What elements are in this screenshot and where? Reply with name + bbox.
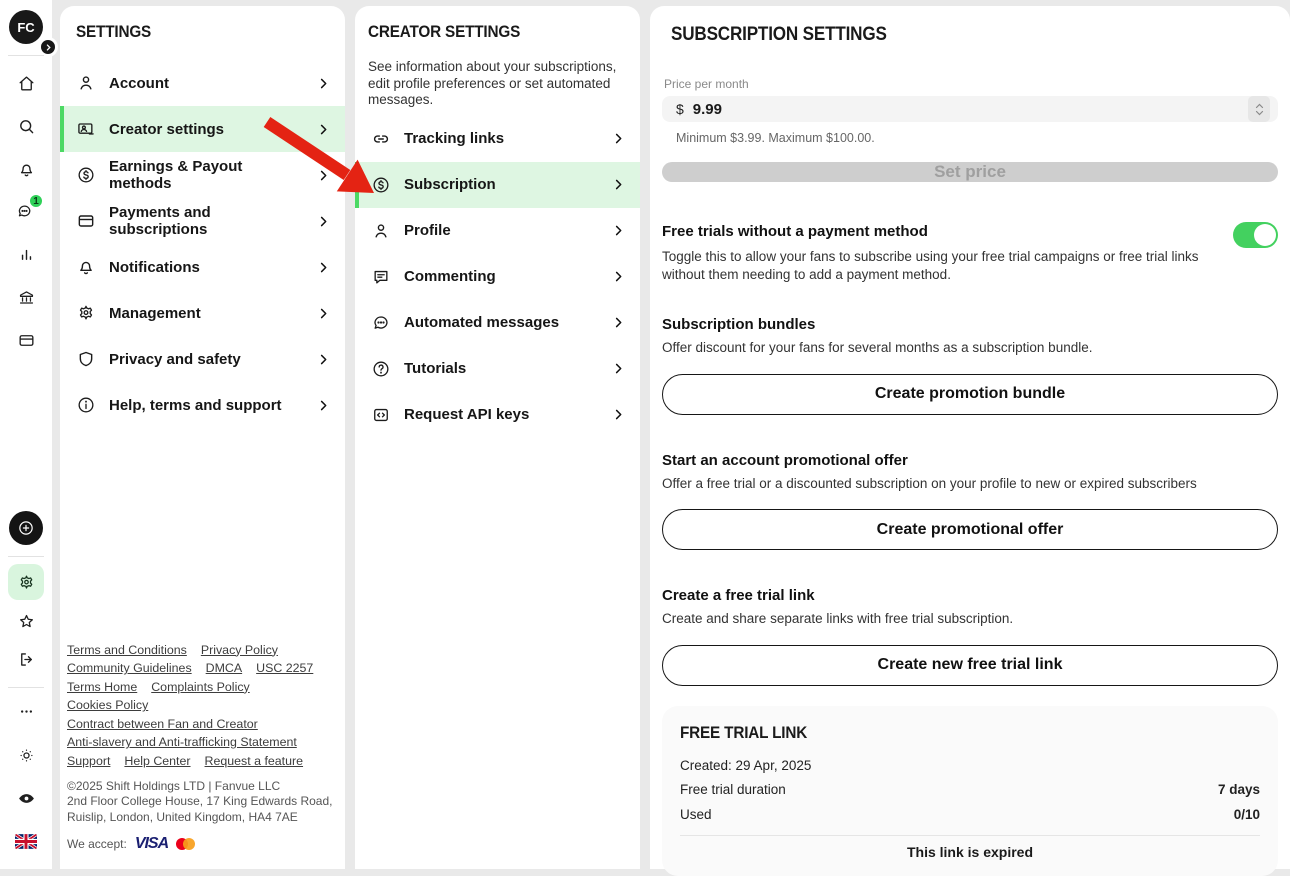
free-trial-link-card [662,706,1278,876]
stepper-up-icon [1255,103,1264,109]
sidebar-item-help[interactable] [60,382,345,428]
notifications-bell-icon[interactable] [17,160,36,179]
creator-item-label: Subscription [404,176,496,193]
trial-card-title: FREE TRIAL LINK [680,722,808,742]
link-icon [371,129,391,149]
copyright-line: ©2025 Shift Holdings LTD | Fanvue LLC [67,778,281,793]
free-trials-setting [662,222,1278,283]
legal-footer [60,642,345,858]
divider [680,835,1260,836]
footer-link-community-guidelines[interactable]: Community Guidelines [67,661,192,675]
sidebar-item-label: Privacy and safety [109,350,241,368]
credit-card-icon [76,211,96,231]
icon-rail [0,0,52,869]
creator-item-label: Automated messages [404,314,560,331]
creator-item-label: Tracking links [404,130,505,147]
creator-settings-panel [355,6,640,869]
chevron-right-icon [316,398,331,413]
chevron-right-icon [611,223,626,238]
settings-title: SETTINGS [76,22,152,41]
sidebar-item-payments[interactable] [60,198,345,244]
price-per-month-label: Price per month [664,77,749,91]
sidebar-item-management[interactable] [60,290,345,336]
sidebar-item-label: Notifications [109,258,200,276]
chevron-right-icon [316,306,331,321]
stepper-down-icon [1255,110,1264,116]
divider [8,556,44,557]
create-promotional-offer-button[interactable]: Create promotional offer [662,509,1278,550]
footer-link-cookies-policy[interactable]: Cookies Policy [67,698,149,712]
language-flag-icon[interactable] [15,834,37,849]
free-trials-toggle[interactable] [1233,222,1278,248]
chevron-right-icon [611,131,626,146]
price-stepper[interactable] [1248,96,1270,122]
footer-link-contract[interactable]: Contract between Fan and Creator [67,716,258,731]
favorites-star-icon[interactable] [17,612,36,631]
address-line-1: 2nd Floor College House, 17 King Edwards Road, [67,794,333,808]
free-trials-title: Free trials without a payment method [662,223,928,240]
gear-icon [17,573,36,592]
info-circle-icon [76,395,96,415]
bundles-title: Subscription bundles [662,316,816,333]
settings-panel [60,6,345,869]
bell-icon [76,257,96,277]
creator-item-label: Tutorials [404,360,467,377]
dollar-circle-icon [371,175,391,195]
sidebar-item-notifications[interactable] [60,244,345,290]
trial-link-title: Create a free trial link [662,587,815,604]
sidebar-item-creator-settings[interactable] [60,106,345,152]
creator-item-label: Commenting [404,268,496,285]
creator-item-tracking-links[interactable] [355,116,640,162]
mastercard-logo [176,838,196,850]
chevron-right-icon [316,122,331,137]
settings-rail-item-active[interactable] [8,564,44,600]
toggle-knob [1254,224,1276,246]
creator-item-automated-messages[interactable] [355,300,640,346]
footer-link-privacy-policy[interactable]: Privacy Policy [200,642,278,657]
create-promotion-bundle-button[interactable]: Create promotion bundle [662,374,1278,415]
creator-item-label: Request API keys [404,406,530,423]
trial-used-label: Used [680,806,712,822]
sidebar-item-label: Creator settings [109,120,225,138]
promo-offer-title: Start an account promotional offer [662,451,908,469]
price-field [662,96,1278,122]
footer-link-dmca[interactable]: DMCA [205,661,243,675]
comment-icon [371,267,391,287]
code-box-icon [371,405,391,425]
sidebar-item-account[interactable] [60,60,345,106]
chevron-right-icon [44,43,53,52]
plus-circle-icon [17,519,35,537]
sidebar-item-label: Management [109,304,201,322]
sidebar-item-earnings[interactable] [60,152,345,198]
creator-id-card-icon [76,119,96,139]
sidebar-item-label: Account [109,74,169,92]
footer-links [67,642,335,769]
divider [8,55,44,56]
shield-icon [76,349,96,369]
question-circle-icon [371,359,391,379]
address-line-2: Ruislip, London, United Kingdom, HA4 7AE [67,809,298,824]
user-icon [371,221,391,241]
creator-settings-description: See information about your subscriptions, edit profile preferences or set automated messages. [368,59,617,107]
creator-item-profile[interactable] [355,208,640,254]
trial-link-description: Create and share separate links with free trial subscription. [662,611,1014,626]
trial-duration-label: Free trial duration [680,782,786,797]
footer-link-terms-and-conditions[interactable]: Terms and Conditions [67,642,187,657]
chat-dots-icon [371,313,391,333]
visa-logo: VISA [134,835,169,852]
chevron-right-icon [611,269,626,284]
search-icon[interactable] [17,117,36,136]
trial-duration-value: 7 days [1217,782,1260,797]
user-icon [76,73,96,93]
footer-link-usc-2257[interactable]: USC 2257 [256,661,314,675]
page-title: SUBSCRIPTION SETTINGS [671,24,887,45]
more-options-icon[interactable] [17,702,36,721]
we-accept-label: We accept: [67,837,127,851]
chevron-right-icon [611,315,626,330]
chevron-right-icon [316,168,331,183]
chevron-right-icon [611,177,626,192]
sidebar-item-label: Payments and subscriptions [109,204,211,238]
create-new-free-trial-link-button[interactable]: Create new free trial link [662,645,1278,686]
analytics-icon[interactable] [17,245,36,264]
chevron-right-icon [316,260,331,275]
visibility-eye-icon[interactable] [17,789,36,808]
subscription-settings-panel [650,6,1290,869]
bundles-description: Offer discount for your fans for several months as a subscription bundle. [662,340,1093,355]
promotional-offer-section [662,451,1278,551]
footer-link-anti-slavery[interactable]: Anti-slavery and Anti-trafficking Statement [67,735,297,749]
footer-link-help-center[interactable]: Help Center [124,753,191,768]
divider [8,687,44,688]
theme-sun-icon[interactable] [17,746,36,765]
unread-badge: 1 [28,193,44,209]
promo-offer-description: Offer a free trial or a discounted subscription on your profile to new or expired subscribers [662,475,1197,491]
price-input[interactable] [693,101,1248,118]
subscription-bundles-section [662,315,1278,415]
sidebar-item-privacy[interactable] [60,336,345,382]
creator-settings-title: CREATOR SETTINGS [368,22,521,41]
creator-item-commenting[interactable] [355,254,640,300]
creator-item-subscription[interactable] [355,162,640,208]
creator-item-request-api-keys[interactable] [355,392,640,438]
currency-symbol: $ [676,101,684,117]
footer-link-support[interactable]: Support [67,753,111,768]
trial-used-value: 0/10 [1233,806,1260,822]
avatar[interactable]: FC [9,10,43,44]
chevron-right-icon [611,407,626,422]
footer-link-request-feature[interactable]: Request a feature [204,753,304,768]
chevron-right-icon [316,352,331,367]
creator-item-label: Profile [404,222,451,239]
earnings-bank-icon[interactable] [17,288,36,307]
trial-card-created: Created: 29 Apr, 2025 [680,757,812,773]
free-trial-link-section [662,586,1278,686]
chevron-right-icon [316,76,331,91]
logout-icon[interactable] [17,650,36,669]
price-helper-text: Minimum $3.99. Maximum $100.00. [676,131,875,145]
create-button[interactable] [9,511,43,545]
home-icon[interactable] [17,74,36,93]
trial-link-status: This link is expired [906,843,1034,860]
gear-icon [76,303,96,323]
chevron-right-icon [611,361,626,376]
set-price-button[interactable]: Set price [662,162,1278,182]
sidebar-item-label: Earnings & Payout methods [109,158,243,192]
payments-card-icon[interactable] [17,331,36,350]
footer-link-complaints-policy[interactable]: Complaints Policy [151,679,250,694]
messages-icon[interactable] [14,197,40,223]
expand-rail-button[interactable] [38,37,58,57]
dollar-circle-icon [76,165,96,185]
sidebar-item-label: Help, terms and support [109,396,282,414]
free-trials-description: Toggle this to allow your fans to subscribe using your free trial campaigns or free trial links without them needing to add a payment method. [662,249,1199,282]
creator-item-tutorials[interactable] [355,346,640,392]
footer-link-terms-home[interactable]: Terms Home [67,679,138,694]
chevron-right-icon [316,214,331,229]
